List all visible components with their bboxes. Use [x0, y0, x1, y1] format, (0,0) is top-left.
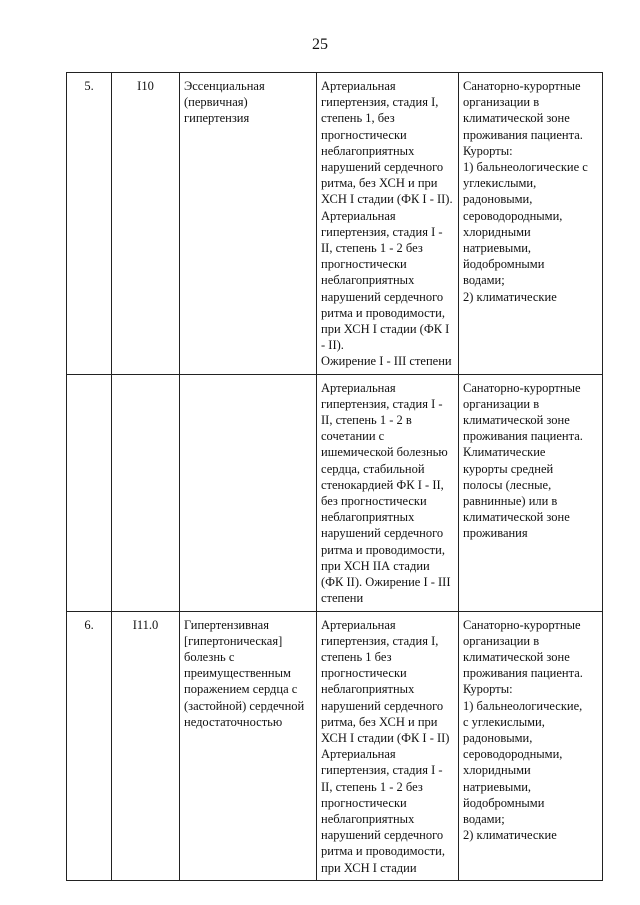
disease-name-cell — [180, 73, 317, 375]
table-row — [67, 73, 603, 375]
disease-stage: Артериальная гипертензия, стадия I, степень 1 без прогностически неблагоприятных нарушений сердечного ритма, без ХСН и при ХСН I стадии (ФК I - II) Артериальная гипертензия, стадия I - II, степень 1 - 2 без прогностически неблагоприятных нарушений сердечного ритма и проводимости, при ХСН I стадии — [321, 617, 450, 875]
icd-code: I10 — [137, 79, 154, 93]
recommendation-cell — [459, 611, 603, 880]
disease-stage: Артериальная гипертензия, стадия I, степень 1, без прогностически неблагоприятных нарушений сердечного ритма, без ХСН и при ХСН I стадии (ФК I - II). Артериальная гипертензия, стадия I - II, степень 1 - 2 без прогностически неблагоприятных нарушений сердечного ритма и проводимости, при ХСН I стадии (ФК I - II). Ожирение I - III степени — [321, 79, 453, 369]
recommendation: Санаторно-курортные организации в климатической зоне проживания пациента. Климатические курорты средней полосы (лесные, равнинные) или в климатической зоне проживания — [463, 380, 583, 541]
recommendation-cell — [459, 73, 603, 375]
disease-name-cell — [180, 374, 317, 611]
disease-stage-cell — [317, 73, 459, 375]
row-number: 6. — [84, 617, 94, 632]
icd-code: I11.0 — [132, 617, 159, 632]
icd-code-cell — [112, 611, 180, 880]
treatment-table — [66, 72, 603, 881]
disease-name: Гипертензивная [гипертоническая] болезнь с преимущественным поражением сердца с (застойной) сердечной недостаточностью — [184, 617, 305, 729]
row-number-cell — [67, 73, 112, 375]
disease-name-cell — [180, 611, 317, 880]
recommendation: Санаторно-курортные организации в климатической зоне проживания пациента. Курорты: 1) бальнеологические с углекислыми, радоновыми, сероводородными, хлоридными натриевыми, йодобромными водами; 2) климатические — [463, 79, 588, 304]
disease-name: Эссенциальная (первичная) гипертензия — [184, 79, 265, 126]
icd-code-cell — [112, 374, 180, 611]
recommendation: Санаторно-курортные организации в климатической зоне проживания пациента. Курорты: 1) бальнеологические, с углекислыми, радоновыми, сероводородными, хлоридными натриевыми, йодобромными водами; 2) климатические — [463, 617, 583, 843]
disease-stage-cell — [317, 611, 459, 880]
icd-code-cell — [112, 73, 180, 375]
table-row — [67, 611, 603, 880]
recommendation-cell — [459, 374, 603, 611]
table-row — [67, 374, 603, 611]
disease-stage: Артериальная гипертензия, стадия I - II, степень 1 - 2 в сочетании с ишемической болезнью сердца, стабильной стенокардией ФК I - II, без прогностически неблагоприятных нарушений сердечного ритма и проводимости, при ХСН IIА стадии (ФК II). Ожирение I - III степени — [321, 380, 451, 606]
page-number: 25 — [312, 36, 328, 53]
row-number-cell — [67, 374, 112, 611]
row-number-cell — [67, 611, 112, 880]
disease-stage-cell — [317, 374, 459, 611]
row-number: 5. — [84, 79, 94, 93]
